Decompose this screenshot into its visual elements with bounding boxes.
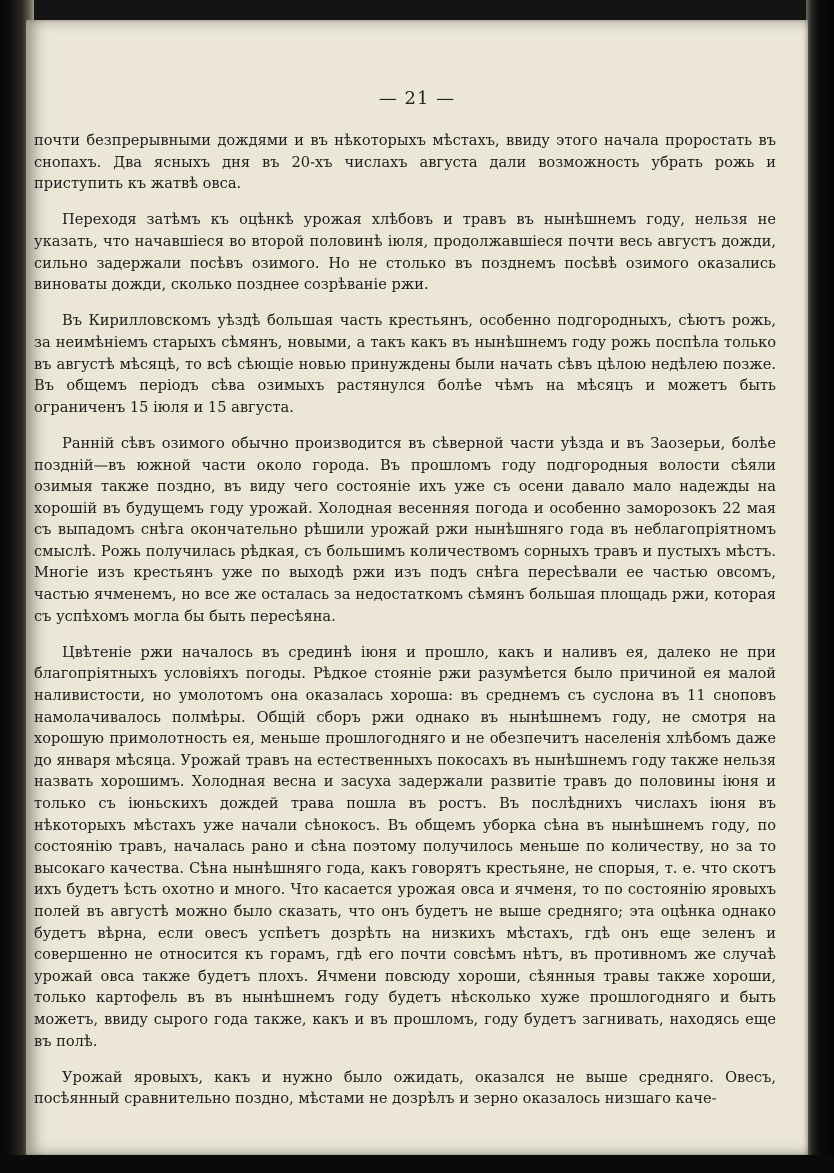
paragraph-continuation: почти безпрерывными дождями и въ нѣкоторыхъ мѣстахъ, ввиду этого начала проростать въ снопахъ. Два ясныхъ дня въ 20-хъ числахъ августа дали возможность убрать рожь и приступить къ жатвѣ овса. (34, 132, 776, 193)
document-page (26, 20, 808, 1155)
paragraph: Въ Кирилловскомъ уѣздѣ большая часть крестьянъ, особенно подгородныхъ, сѣютъ рожь, за неимѣніемъ старыхъ сѣмянъ, новыми, а такъ какъ въ нынѣшнемъ году рожь поспѣла только въ августѣ мѣсяцѣ, то всѣ сѣющіе новью принуждены были начать сѣвъ цѣлою недѣлею позже. Въ общемъ періодъ сѣва озимыхъ растянулся болѣе чѣмъ на мѣсяцъ и можетъ быть ограниченъ 15 іюля и 15 августа. (34, 312, 776, 416)
book-edge (806, 0, 834, 1173)
page-number: — 21 — (378, 88, 456, 109)
paragraph: Урожай яровыхъ, какъ и нужно было ожидать, оказался не выше средняго. Овесъ, посѣянный сравнительно поздно, мѣстами не дозрѣлъ и зерно оказалось низшаго каче- (34, 1068, 776, 1108)
paragraph: Переходя затѣмъ къ оцѣнкѣ урожая хлѣбовъ и травъ въ нынѣшнемъ году, нельзя не указать, что начавшіеся во второй половинѣ іюля, продолжавшіеся почти весь августъ дожди, сильно задержали посѣвъ озимого. Но не столько въ позднемъ посѣвѣ озимого оказались виноваты дожди, сколько позднее созрѣваніе ржи. (34, 211, 776, 294)
paragraph: Ранній сѣвъ озимого обычно производится въ сѣверной части уѣзда и въ Заозерьи, болѣе поздній—въ южной части около города. Въ прошломъ году подгородныя волости сѣяли озимыя также поздно, въ виду чего состояніе ихъ уже съ осени давало мало надежды на хорошій въ будущемъ году урожай. Холодная весенняя погода и особенно заморозокъ 22 мая съ выпадомъ снѣга окончательно рѣшили урожай ржи нынѣшняго года въ неблагопріятномъ смыслѣ. Рожь получилась рѣдкая, съ большимъ количествомъ сорныхъ травъ и пустыхъ мѣстъ. Многіе изъ крестьянъ уже по выходѣ ржи изъ подъ снѣга пересѣвали ее частью овсомъ, частью ячменемъ, но все же осталась за недостаткомъ сѣмянъ большая площадь ржи, которая съ успѣхомъ могла бы быть пересѣяна. (34, 434, 776, 625)
body-text (34, 130, 776, 1110)
paragraph: Цвѣтеніе ржи началось въ срединѣ іюня и прошло, какъ и наливъ ея, далеко не при благопріятныхъ условіяхъ погоды. Рѣдкое стояніе ржи разумѣется было причиной ея малой наливистости, но умолотомъ она оказалась хороша: въ среднемъ съ суслона въ 11 сноповъ намолачивалось полмѣры. Общій сборъ ржи однако въ нынѣшнемъ году, не смотря на хорошую примолотность ея, меньше прошлогодняго и не обезпечитъ населенія хлѣбомъ даже до января мѣсяца. Урожай травъ на естественныхъ покосахъ въ нынѣшнемъ году также нельзя назвать хорошимъ. Холодная весна и засуха задержали развитіе травъ до половины іюня и только съ іюньскихъ дождей трава пошла въ ростъ. Въ послѣднихъ числахъ іюня въ нѣкоторыхъ мѣстахъ уже начали сѣнокосъ. Въ общемъ уборка сѣна въ нынѣшнемъ году, по состоянію травъ, началась рано и сѣна поэтому получилось меньше по количеству, но за то высокаго качества. Сѣна нынѣшняго года, какъ говорятъ крестьяне, не спорыя, т. е. что скотъ ихъ будетъ ѣсть охотно и много. Что касается урожая овса и ячменя, то по состоянію яровыхъ полей въ августѣ можно было сказать, что онъ будетъ не выше средняго; эта оцѣнка однако будетъ вѣрна, если овесъ успѣетъ дозрѣть на низкихъ мѣстахъ, гдѣ онъ еще зеленъ и совершенно не относится къ горамъ, гдѣ его почти совсѣмъ нѣтъ, въ противномъ же случаѣ урожай овса также будетъ плохъ. Ячмени повсюду хороши, сѣянныя травы также хороши, только картофель въ въ нынѣшнемъ году будетъ нѣсколько хуже прошлогодняго и быть можетъ, ввиду сырого года также, какъ и въ прошломъ, году будетъ загнивать, находясь еще въ полѣ. (34, 643, 776, 1050)
scan-border (0, 1155, 834, 1173)
